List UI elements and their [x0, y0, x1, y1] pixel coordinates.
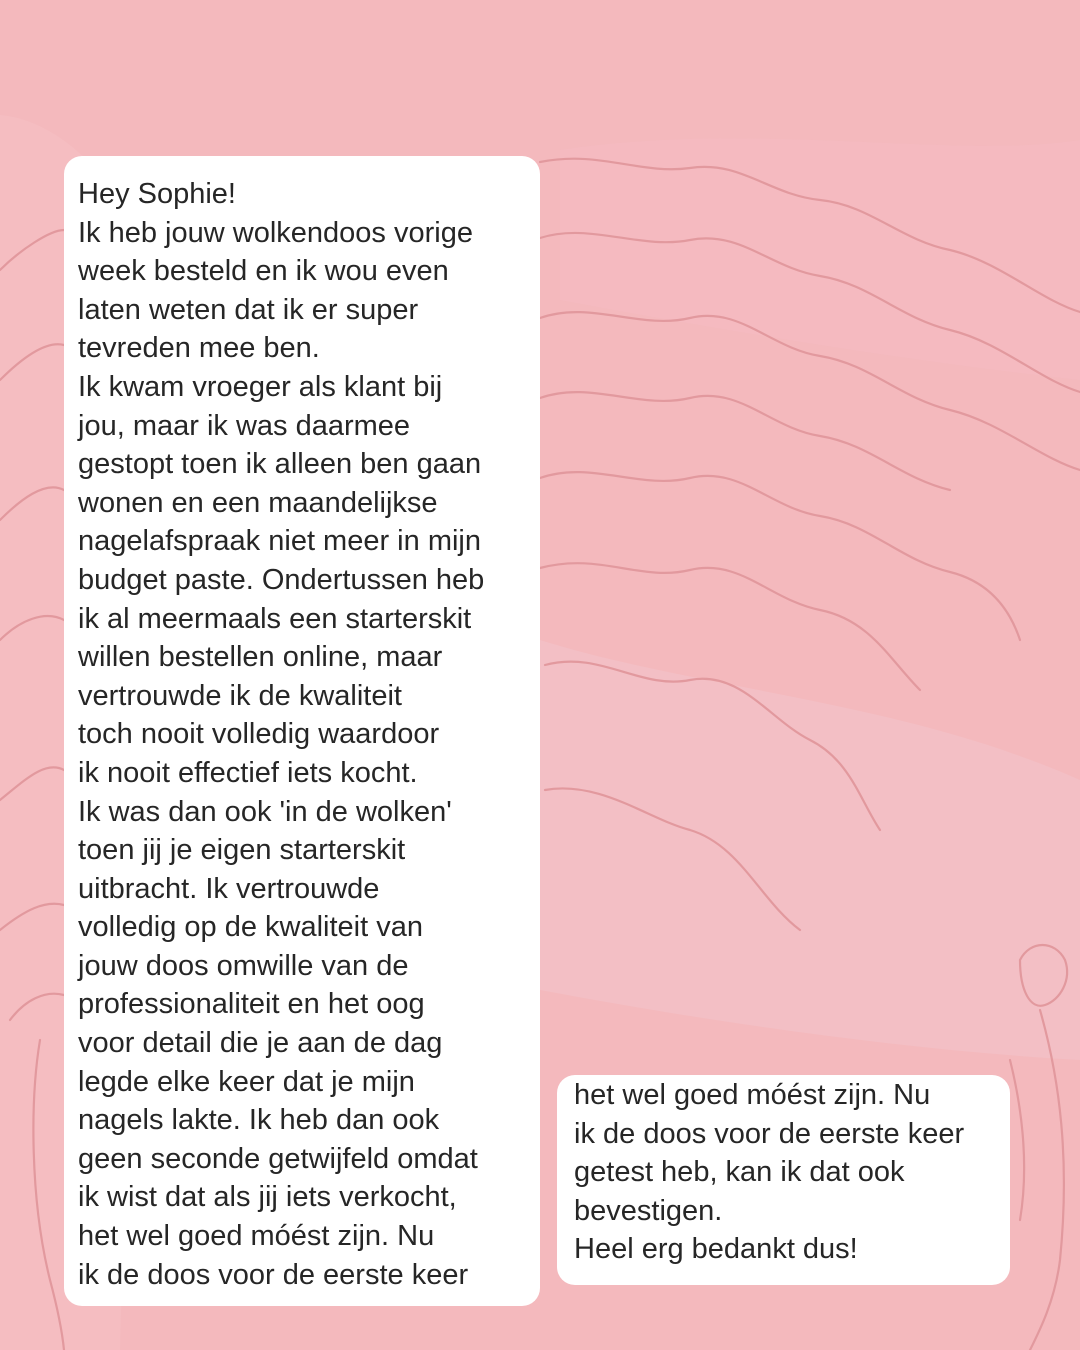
message-line: professionaliteit en het oog	[78, 988, 425, 1021]
message-line: vertrouwde ik de kwaliteit	[78, 679, 402, 712]
message-line: gestopt toen ik alleen ben gaan	[78, 448, 482, 481]
message-line: laten weten dat ik er super	[78, 293, 419, 326]
message-line: Ik kwam vroeger als klant bij	[78, 370, 443, 403]
message-line: Ik heb jouw wolkendoos vorige	[78, 216, 473, 249]
message-line: nagelafspraak niet meer in mijn	[78, 525, 481, 558]
message-bubble-continuation[interactable]	[557, 1075, 1010, 1285]
background-blob-top-right	[560, 138, 1080, 380]
message-line: tevreden mee ben.	[78, 332, 320, 365]
message-line: ik de doos voor de eerste keer	[574, 1117, 965, 1150]
message-line: Ik was dan ook 'in de wolken'	[78, 795, 452, 828]
message-line: ik de doos voor de eerste keer	[78, 1258, 469, 1291]
message-line: ik nooit effectief iets kocht.	[78, 756, 418, 789]
message-line: getest heb, kan ik dat ook	[574, 1156, 905, 1189]
message-line: jou, maar ik was daarmee	[78, 409, 411, 442]
message-bubble[interactable]	[64, 156, 540, 1306]
message-line: voor detail die je aan de dag	[78, 1027, 443, 1060]
message-line: budget paste. Ondertussen heb	[78, 563, 485, 596]
message-line: volledig op de kwaliteit van	[78, 911, 423, 944]
message-line: toen jij je eigen starterskit	[78, 834, 406, 867]
message-line: geen seconde getwijfeld omdat	[78, 1142, 478, 1175]
message-line: ik wist dat als jij iets verkocht,	[78, 1181, 457, 1214]
message-line: het wel goed móést zijn. Nu	[574, 1079, 931, 1111]
background-blob-right	[540, 640, 1080, 1060]
message-line: Heel erg bedankt dus!	[574, 1233, 858, 1266]
message-line: toch nooit volledig waardoor	[78, 718, 440, 751]
message-line: het wel goed móést zijn. Nu	[78, 1220, 435, 1253]
message-line: legde elke keer dat je mijn	[78, 1065, 415, 1098]
message-line: week besteld en ik wou even	[78, 255, 449, 288]
message-line: willen bestellen online, maar	[78, 641, 443, 674]
message-line: nagels lakte. Ik heb dan ook	[78, 1104, 440, 1137]
message-line: bevestigen.	[574, 1194, 723, 1227]
message-line: wonen en een maandelijkse	[78, 486, 438, 519]
message-line: ik al meermaals een starterskit	[78, 602, 472, 635]
message-line: jouw doos omwille van de	[78, 949, 409, 982]
message-line: Hey Sophie!	[78, 178, 236, 210]
message-line: uitbracht. Ik vertrouwde	[78, 872, 380, 905]
